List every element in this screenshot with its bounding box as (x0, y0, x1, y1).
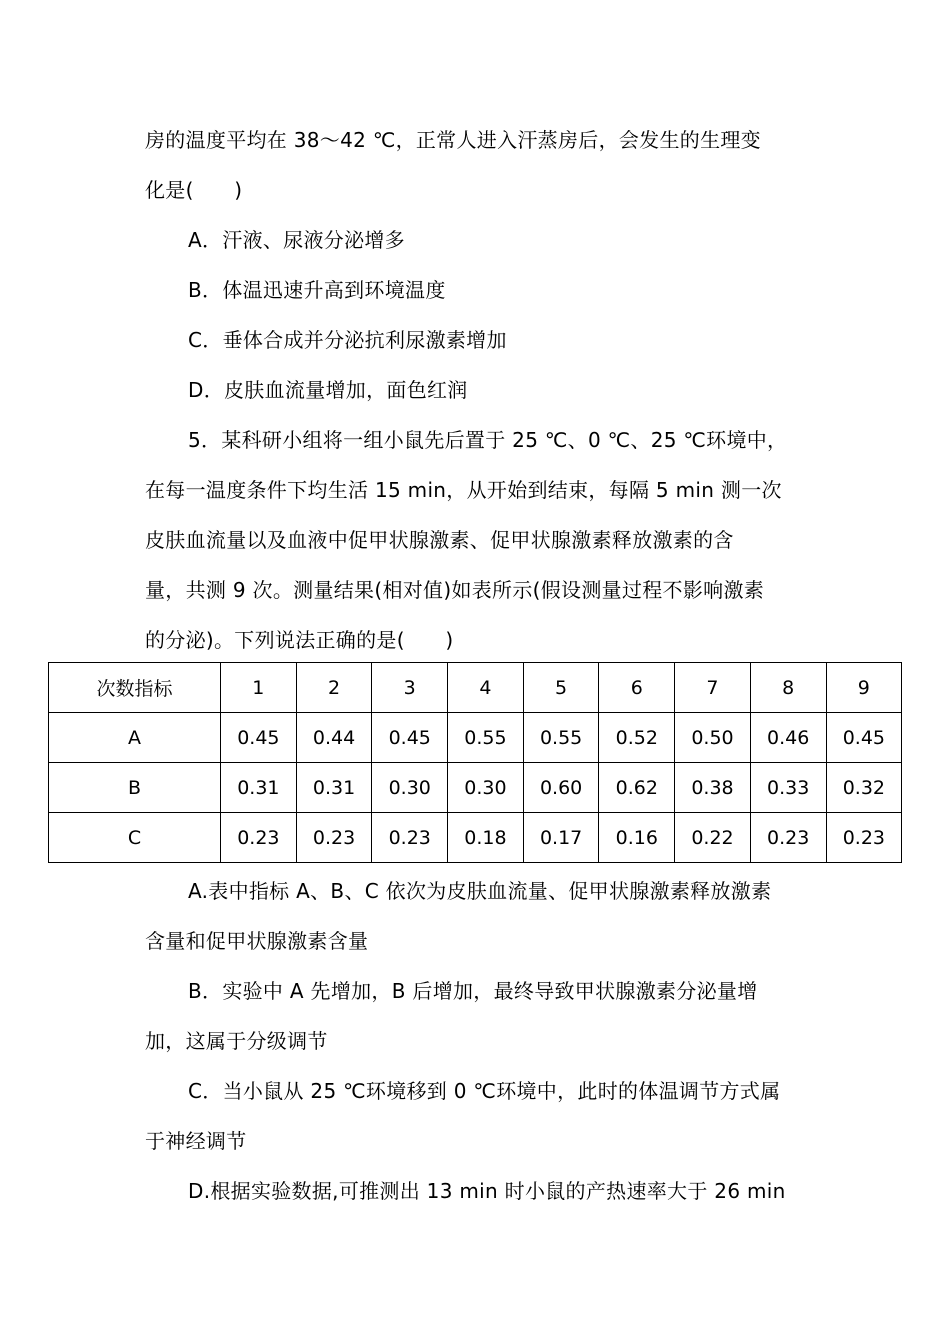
table-cell: 0.52 (599, 713, 675, 763)
table-header-cell: 4 (448, 663, 524, 713)
q4-option-b: B．体温迅速升高到环境温度 (188, 278, 446, 302)
table-cell: 0.50 (675, 713, 751, 763)
table-cell: 0.23 (221, 813, 297, 863)
table-header-cell: 次数指标 (49, 663, 221, 713)
table-cell: 0.30 (448, 763, 524, 813)
table-row-label: A (49, 713, 221, 763)
table-cell: 0.31 (221, 763, 297, 813)
table-header-cell: 3 (372, 663, 448, 713)
q5-stem-line-3: 皮肤血流量以及血液中促甲状腺激素、促甲状腺激素释放激素的含 (145, 528, 734, 552)
table-cell: 0.30 (372, 763, 448, 813)
table-cell: 0.38 (675, 763, 751, 813)
table-header-row (49, 663, 902, 713)
table-header-cell: 2 (296, 663, 372, 713)
table-row (49, 813, 902, 863)
table-header-cell: 5 (523, 663, 599, 713)
table-cell: 0.55 (523, 713, 599, 763)
table-cell: 0.45 (826, 713, 902, 763)
q4-option-a: A．汗液、尿液分泌增多 (188, 228, 405, 252)
table-cell: 0.23 (750, 813, 826, 863)
q5-stem-line-4: 量，共测 9 次。测量结果(相对值)如表所示(假设测量过程不影响激素 (145, 578, 765, 602)
q5-option-c-line-2: 于神经调节 (145, 1129, 247, 1153)
table-header-cell: 6 (599, 663, 675, 713)
table-cell: 0.16 (599, 813, 675, 863)
table-header-cell: 9 (826, 663, 902, 713)
q5-option-b-line-2: 加，这属于分级调节 (145, 1029, 328, 1053)
table-row-label: C (49, 813, 221, 863)
table-cell: 0.46 (750, 713, 826, 763)
q5-option-c-line-1: C．当小鼠从 25 ℃环境移到 0 ℃环境中，此时的体温调节方式属 (188, 1079, 781, 1103)
table-cell: 0.31 (296, 763, 372, 813)
table-row (49, 763, 902, 813)
table-cell: 0.22 (675, 813, 751, 863)
table-header-cell: 1 (221, 663, 297, 713)
q4-stem-line-1: 房的温度平均在 38～42 ℃，正常人进入汗蒸房后，会发生的生理变 (145, 128, 761, 152)
q5-option-a-line-1: A.表中指标 A、B、C 依次为皮肤血流量、促甲状腺激素释放激素 (188, 879, 772, 903)
q5-option-d-line-1: D.根据实验数据,可推测出 13 min 时小鼠的产热速率大于 26 min (188, 1179, 786, 1203)
q5-stem-line-5: 的分泌)。下列说法正确的是( ) (145, 628, 454, 652)
table-cell: 0.55 (448, 713, 524, 763)
measurement-table (48, 662, 902, 863)
table-cell: 0.17 (523, 813, 599, 863)
q4-stem-line-2: 化是( ) (145, 178, 243, 202)
q5-option-a-line-2: 含量和促甲状腺激素含量 (145, 929, 369, 953)
table-cell: 0.60 (523, 763, 599, 813)
table-cell: 0.23 (296, 813, 372, 863)
table-cell: 0.44 (296, 713, 372, 763)
table-cell: 0.45 (372, 713, 448, 763)
q5-option-b-line-1: B．实验中 A 先增加，B 后增加，最终导致甲状腺激素分泌量增 (188, 979, 758, 1003)
table-cell: 0.32 (826, 763, 902, 813)
table-header-cell: 7 (675, 663, 751, 713)
table-cell: 0.62 (599, 763, 675, 813)
q4-option-d: D．皮肤血流量增加，面色红润 (188, 378, 468, 402)
table-cell: 0.23 (372, 813, 448, 863)
q4-option-c: C．垂体合成并分泌抗利尿激素增加 (188, 328, 507, 352)
q5-stem-line-2: 在每一温度条件下均生活 15 min，从开始到结束，每隔 5 min 测一次 (145, 478, 782, 502)
table-cell: 0.45 (221, 713, 297, 763)
table-header-cell: 8 (750, 663, 826, 713)
table-cell: 0.33 (750, 763, 826, 813)
table-row-label: B (49, 763, 221, 813)
q5-stem-line-1: 5．某科研小组将一组小鼠先后置于 25 ℃、0 ℃、25 ℃环境中， (188, 428, 788, 452)
table-cell: 0.23 (826, 813, 902, 863)
table-cell: 0.18 (448, 813, 524, 863)
table-row (49, 713, 902, 763)
